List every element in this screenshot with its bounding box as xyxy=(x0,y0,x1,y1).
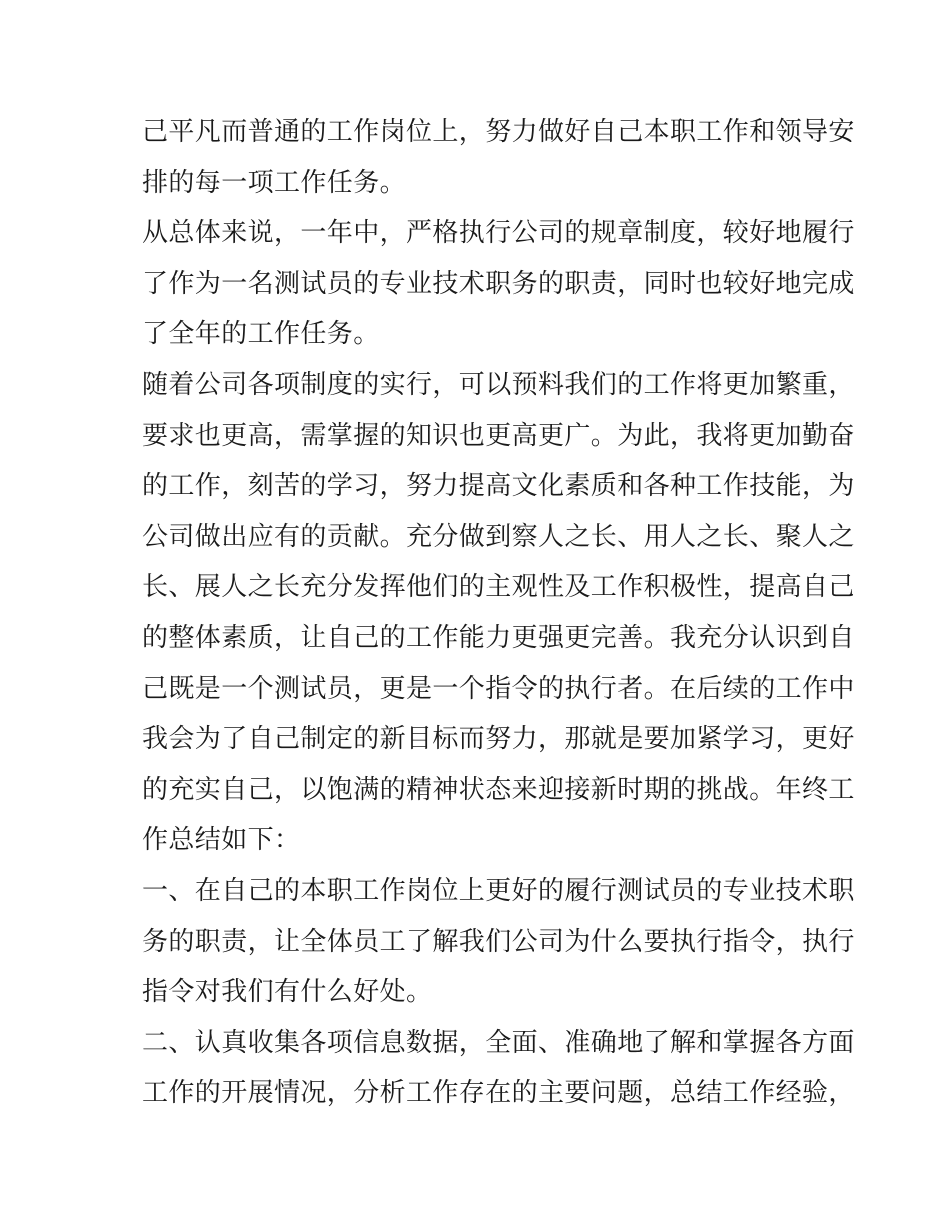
text-line: 随着公司各项制度的实行，可以预料我们的工作将更加繁重， xyxy=(142,369,855,400)
text-line: 己既是一个测试员，更是一个指令的执行者。在后续的工作中 xyxy=(142,673,855,704)
body-text xyxy=(142,107,855,1119)
text-line: 从总体来说，一年中，严格执行公司的规章制度，较好地履行 xyxy=(142,218,855,249)
text-line: 公司做出应有的贡献。充分做到察人之长、用人之长、聚人之 xyxy=(142,521,855,552)
text-line: 了作为一名测试员的专业技术职务的职责，同时也较好地完成 xyxy=(142,268,855,299)
text-line: 指令对我们有什么好处。 xyxy=(142,977,433,1008)
text-line: 作总结如下： xyxy=(142,825,301,856)
text-line: 了全年的工作任务。 xyxy=(142,319,380,350)
text-line: 己平凡而普通的工作岗位上，努力做好自己本职工作和领导安 xyxy=(142,117,855,147)
text-line: 工作的开展情况，分析工作存在的主要问题，总结工作经验， xyxy=(142,1078,855,1109)
text-line: 长、展人之长充分发挥他们的主观性及工作积极性，提高自己 xyxy=(142,572,855,603)
text-line: 的整体素质，让自己的工作能力更强更完善。我充分认识到自 xyxy=(142,622,855,653)
text-line: 排的每一项工作任务。 xyxy=(142,167,407,198)
text-line: 一、在自己的本职工作岗位上更好的履行测试员的专业技术职 xyxy=(142,875,855,906)
text-line: 要求也更高，需掌握的知识也更高更广。为此，我将更加勤奋 xyxy=(142,420,855,451)
text-line: 务的职责，让全体员工了解我们公司为什么要执行指令，执行 xyxy=(142,926,855,957)
text-line: 的充实自己，以饱满的精神状态来迎接新时期的挑战。年终工 xyxy=(142,774,855,805)
text-line: 的工作，刻苦的学习，努力提高文化素质和各种工作技能，为 xyxy=(142,471,855,502)
text-line: 我会为了自己制定的新目标而努力，那就是要加紧学习，更好 xyxy=(142,724,855,755)
text-line: 二、认真收集各项信息数据，全面、准确地了解和掌握各方面 xyxy=(142,1027,855,1058)
